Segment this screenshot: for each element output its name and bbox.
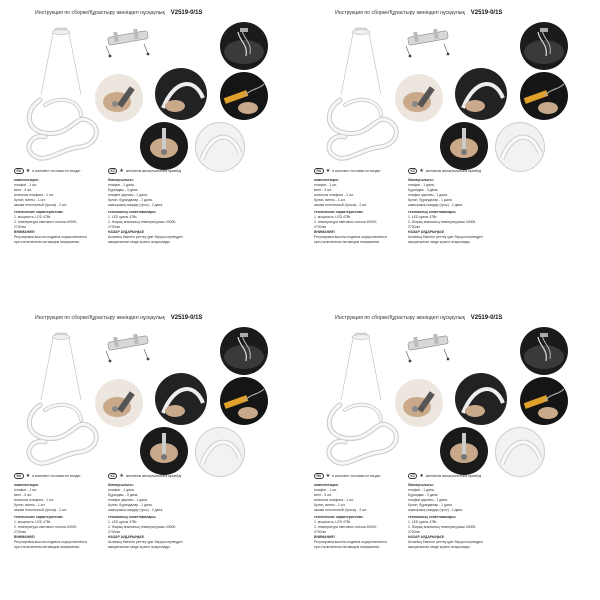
title-text: Инструкция по сборке/Құрастыру жөніндегі нұсқаулық <box>335 315 465 321</box>
star-icon: ★ <box>25 472 31 479</box>
ru-tech-item: 1. мощность: LED 47Вт. <box>314 215 352 219</box>
model-number: V2519-0/1S <box>470 315 503 321</box>
assembly-photos <box>395 327 570 477</box>
ru-kit-item: зажим потолочный (тросы) - 2 шт. <box>14 508 67 512</box>
star-icon: ★ <box>419 167 424 174</box>
kz-tech-item: 1. LED қуаты 47Вт. <box>408 215 438 219</box>
kz-warning-header: НАЗАР АУДАРЫҢЫЗ! <box>108 230 145 234</box>
model-number: V2519-0/1S <box>470 10 503 16</box>
kz-kit-item: шығыршық сымдар (трос) - 2 дана. <box>108 508 164 512</box>
instruction-title <box>35 315 275 321</box>
kz-kit-header: Жинақтылығы: <box>408 483 434 487</box>
kz-warning-header: НАЗАР АУДАРЫҢЫЗ! <box>108 535 145 539</box>
screw-photo <box>395 74 443 122</box>
ru-badge: RU <box>314 168 324 174</box>
kz-kit-item: шығыршық сымдар (трос) - 2 дана. <box>108 203 164 207</box>
kz-tech-item: 2700лм <box>108 225 120 229</box>
kz-kit-header: Жинақтылығы: <box>108 483 134 487</box>
ring-photo <box>155 68 207 120</box>
kz-warning-header: НАЗАР АУДАРЫҢЫЗ! <box>408 230 445 234</box>
ru-kit-header: комплектация: <box>14 483 39 487</box>
kz-kit-header: Жинақтылығы: <box>108 178 134 182</box>
instruction-title <box>35 10 275 16</box>
kz-warning-text: Аспаның биіктігін реттеу қуат беруші кернеуден <box>408 540 483 544</box>
wire-photo <box>520 327 568 375</box>
ru-kit-item: плафон - 1 шт. <box>314 183 337 187</box>
kz-kit-item: плафон қақпағы - 1 дана. <box>108 193 148 197</box>
ru-tech-item: 2. температура светового потока 4000K, <box>14 525 78 529</box>
ru-kit-header: комплектация: <box>14 178 39 182</box>
ru-warning-text: Регулировка высоты подвеса осуществляется <box>14 540 87 544</box>
ru-kit-item: Кулон, винты - 1 шт. <box>14 503 46 507</box>
assembly-photos <box>95 327 270 477</box>
kz-warning-text: ажыратылған кезде жүзеге асырылады. <box>408 545 471 549</box>
clamp-photo <box>440 427 488 475</box>
kz-instructions <box>108 168 238 245</box>
kz-not-included: жеткізілім жинақтылығына кірмейді <box>425 473 482 478</box>
kz-tech-header: техникалық сипаттамалары: <box>408 515 457 519</box>
ring-photo <box>455 68 507 120</box>
ru-kit-item: зажим потолочный (тросы) - 2 шт. <box>314 508 367 512</box>
screw-photo <box>395 379 443 427</box>
kz-warning-text: Аспаның биіктігін реттеу қуат беруші кернеуден <box>108 540 183 544</box>
ru-kit-item: винт - 3 шт. <box>14 188 32 192</box>
ru-kit-header: комплектация: <box>314 178 339 182</box>
instruction-title <box>335 315 575 321</box>
ru-badge: RU <box>14 168 24 174</box>
wire-photo <box>220 327 268 375</box>
title-text: Инструкция по сборке/Құрастыру жөніндегі нұсқаулық <box>335 10 465 16</box>
ru-instructions <box>14 473 114 550</box>
instruction-sheet-top-left <box>0 0 280 280</box>
ru-tech-header: технические характеристики: <box>14 210 64 214</box>
kz-badge: KZ <box>108 473 117 479</box>
kz-tech-item: 1. LED қуаты 47Вт. <box>108 520 138 524</box>
ru-kit-item: винт - 3 шт. <box>14 493 32 497</box>
model-number: V2519-0/1S <box>170 315 203 321</box>
star-icon: ★ <box>119 167 124 174</box>
kz-kit-item: Кулон, бұрандалар - 1 дана. <box>408 503 453 507</box>
ring-photo <box>155 373 207 425</box>
assembly-photos <box>395 22 570 172</box>
ru-warning-header: ВНИМАНИЕ! <box>314 535 335 539</box>
ru-kit-item: плафон - 1 шт. <box>314 488 337 492</box>
orange-wire-photo <box>220 72 268 120</box>
instruction-sheet-bottom-left <box>0 305 280 585</box>
ru-instructions <box>14 168 114 245</box>
kz-kit-item: плафон қақпағы - 1 дана. <box>108 498 148 502</box>
ru-tech-item: 2. температура светового потока 4000K, <box>14 220 78 224</box>
kz-tech-item: 2. Жарық ағынының температурасы 4000К, <box>108 220 177 224</box>
lamp-illustration <box>315 330 405 490</box>
kz-kit-item: шығыршық сымдар (трос) - 2 дана. <box>408 508 464 512</box>
ru-not-included: в комплект поставки не входят <box>332 168 381 173</box>
screw-photo <box>95 74 143 122</box>
kz-tech-header: техникалық сипаттамалары: <box>408 210 457 214</box>
ru-kit-item: колпачок плафона - 1 шт. <box>314 498 354 502</box>
clamp-photo <box>140 427 188 475</box>
title-text: Инструкция по сборке/Құрастыру жөніндегі нұсқаулық <box>35 10 165 16</box>
ru-warning-header: ВНИМАНИЕ! <box>14 230 35 234</box>
kz-warning-text: Аспаның биіктігін реттеу қуат беруші кернеуден <box>108 235 183 239</box>
kz-tech-item: 1. LED қуаты 47Вт. <box>108 215 138 219</box>
kz-tech-item: 1. LED қуаты 47Вт. <box>408 520 438 524</box>
instruction-sheet-bottom-right <box>300 305 580 585</box>
ru-kit-item: зажим потолочный (тросы) - 2 шт. <box>14 203 67 207</box>
kz-instructions <box>108 473 238 550</box>
kz-not-included: жеткізілім жинақтылығына кірмейді <box>425 168 482 173</box>
lamp-illustration <box>315 25 405 185</box>
kz-kit-item: Бұрандаы - 3 дана. <box>408 188 439 192</box>
kz-kit-item: Бұрандаы - 3 дана. <box>108 188 139 192</box>
ru-warning-header: ВНИМАНИЕ! <box>314 230 335 234</box>
ru-kit-item: зажим потолочный (тросы) - 2 шт. <box>314 203 367 207</box>
mount-photo <box>400 327 455 367</box>
ru-kit-item: Кулон, винты - 1 шт. <box>14 198 46 202</box>
kz-kit-item: Бұрандаы - 3 дана. <box>408 493 439 497</box>
kz-not-included: жеткізілім жинақтылығына кірмейді <box>125 168 182 173</box>
ru-warning-header: ВНИМАНИЕ! <box>14 535 35 539</box>
kz-warning-text: Аспаның биіктігін реттеу қуат беруші кернеуден <box>408 235 483 239</box>
kz-kit-header: Жинақтылығы: <box>408 178 434 182</box>
ru-instructions <box>314 168 414 245</box>
kz-tech-item: 2700лм <box>408 530 420 534</box>
ru-tech-item: 2700лм <box>314 225 326 229</box>
ru-kit-item: плафон - 1 шт. <box>14 183 37 187</box>
ru-kit-item: винт - 3 шт. <box>314 493 332 497</box>
star-icon: ★ <box>325 472 331 479</box>
kz-kit-item: Кулон, бұрандалар - 1 дана. <box>108 503 153 507</box>
ru-tech-header: технические характеристики: <box>14 515 64 519</box>
kz-badge: KZ <box>408 168 417 174</box>
ru-tech-header: технические характеристики: <box>314 210 364 214</box>
model-number: V2519-0/1S <box>170 10 203 16</box>
star-icon: ★ <box>325 167 331 174</box>
ru-kit-item: колпачок плафона - 1 шт. <box>14 193 54 197</box>
kz-warning-text: ажыратылған кезде жүзеге асырылады. <box>108 240 171 244</box>
clamp-photo <box>140 122 188 170</box>
ru-tech-item: 1. мощность: LED 47Вт. <box>14 215 52 219</box>
orange-wire-photo <box>520 72 568 120</box>
kz-warning-header: НАЗАР АУДАРЫҢЫЗ! <box>408 535 445 539</box>
kz-kit-item: плафон - 1 дана. <box>408 183 435 187</box>
instruction-title <box>335 10 575 16</box>
kz-instructions <box>408 473 538 550</box>
ru-warning-text: Регулировка высоты подвеса осуществляется <box>314 540 387 544</box>
mount-photo <box>400 22 455 62</box>
kz-tech-item: 2. Жарық ағынының температурасы 4000К, <box>108 525 177 529</box>
ru-tech-item: 2700лм <box>14 530 26 534</box>
ru-not-included: в комплект поставки не входят <box>32 168 81 173</box>
lamp-illustration <box>15 25 105 185</box>
kz-kit-item: Бұрандаы - 3 дана. <box>108 493 139 497</box>
ru-kit-item: колпачок плафона - 1 шт. <box>314 193 354 197</box>
kz-tech-header: техникалық сипаттамалары: <box>108 515 157 519</box>
kz-instructions <box>408 168 538 245</box>
kz-kit-item: шығыршық сымдар (трос) - 2 дана. <box>408 203 464 207</box>
kz-warning-text: ажыратылған кезде жүзеге асырылады. <box>408 240 471 244</box>
kz-kit-item: Кулон, бұрандалар - 1 дана. <box>108 198 153 202</box>
ru-kit-header: комплектация: <box>314 483 339 487</box>
title-text: Инструкция по сборке/Құрастыру жөніндегі нұсқаулық <box>35 315 165 321</box>
wire-photo <box>520 22 568 70</box>
ru-tech-item: 2700лм <box>14 225 26 229</box>
ru-warning-text: Регулировка высоты подвеса осуществляется <box>314 235 387 239</box>
star-icon: ★ <box>25 167 31 174</box>
ru-tech-header: технические характеристики: <box>314 515 364 519</box>
kz-tech-item: 2700лм <box>108 530 120 534</box>
curve-photo <box>195 427 245 477</box>
mount-photo <box>100 22 155 62</box>
ru-warning-text: при отключенном питающем напряжении. <box>314 545 381 549</box>
kz-kit-item: Кулон, бұрандалар - 1 дана. <box>408 198 453 202</box>
assembly-photos <box>95 22 270 172</box>
curve-photo <box>195 122 245 172</box>
kz-tech-item: 2. Жарық ағынының температурасы 4000К, <box>408 220 477 224</box>
kz-tech-item: 2. Жарық ағынының температурасы 4000К, <box>408 525 477 529</box>
kz-kit-item: плафон - 1 дана. <box>108 488 135 492</box>
wire-photo <box>220 22 268 70</box>
ring-photo <box>455 373 507 425</box>
ru-kit-item: винт - 3 шт. <box>314 188 332 192</box>
ru-instructions <box>314 473 414 550</box>
ru-kit-item: колпачок плафона - 1 шт. <box>14 498 54 502</box>
kz-badge: KZ <box>108 168 117 174</box>
screw-photo <box>95 379 143 427</box>
mount-photo <box>100 327 155 367</box>
kz-warning-text: ажыратылған кезде жүзеге асырылады. <box>108 545 171 549</box>
ru-warning-text: Регулировка высоты подвеса осуществляется <box>14 235 87 239</box>
kz-not-included: жеткізілім жинақтылығына кірмейді <box>125 473 182 478</box>
ru-kit-item: Кулон, винты - 1 шт. <box>314 503 346 507</box>
kz-kit-item: плафон - 1 дана. <box>408 488 435 492</box>
ru-warning-text: при отключенном питающем напряжении. <box>14 545 81 549</box>
orange-wire-photo <box>520 377 568 425</box>
kz-kit-item: плафон қақпағы - 1 дана. <box>408 193 448 197</box>
ru-tech-item: 2700лм <box>314 530 326 534</box>
lamp-illustration <box>15 330 105 490</box>
ru-kit-item: Кулон, винты - 1 шт. <box>314 198 346 202</box>
kz-kit-item: плафон қақпағы - 1 дана. <box>408 498 448 502</box>
kz-badge: KZ <box>408 473 417 479</box>
ru-warning-text: при отключенном питающем напряжении. <box>314 240 381 244</box>
ru-warning-text: при отключенном питающем напряжении. <box>14 240 81 244</box>
orange-wire-photo <box>220 377 268 425</box>
ru-tech-item: 2. температура светового потока 4000K, <box>314 525 378 529</box>
clamp-photo <box>440 122 488 170</box>
ru-badge: RU <box>314 473 324 479</box>
kz-tech-item: 2700лм <box>408 225 420 229</box>
ru-kit-item: плафон - 1 шт. <box>14 488 37 492</box>
ru-badge: RU <box>14 473 24 479</box>
ru-not-included: в комплект поставки не входят <box>332 473 381 478</box>
kz-tech-header: техникалық сипаттамалары: <box>108 210 157 214</box>
ru-tech-item: 2. температура светового потока 4000K, <box>314 220 378 224</box>
star-icon: ★ <box>119 472 124 479</box>
instruction-sheet-top-right <box>300 0 580 280</box>
kz-kit-item: плафон - 1 дана. <box>108 183 135 187</box>
curve-photo <box>495 122 545 172</box>
curve-photo <box>495 427 545 477</box>
ru-not-included: в комплект поставки не входят <box>32 473 81 478</box>
ru-tech-item: 1. мощность: LED 47Вт. <box>314 520 352 524</box>
ru-tech-item: 1. мощность: LED 47Вт. <box>14 520 52 524</box>
star-icon: ★ <box>419 472 424 479</box>
